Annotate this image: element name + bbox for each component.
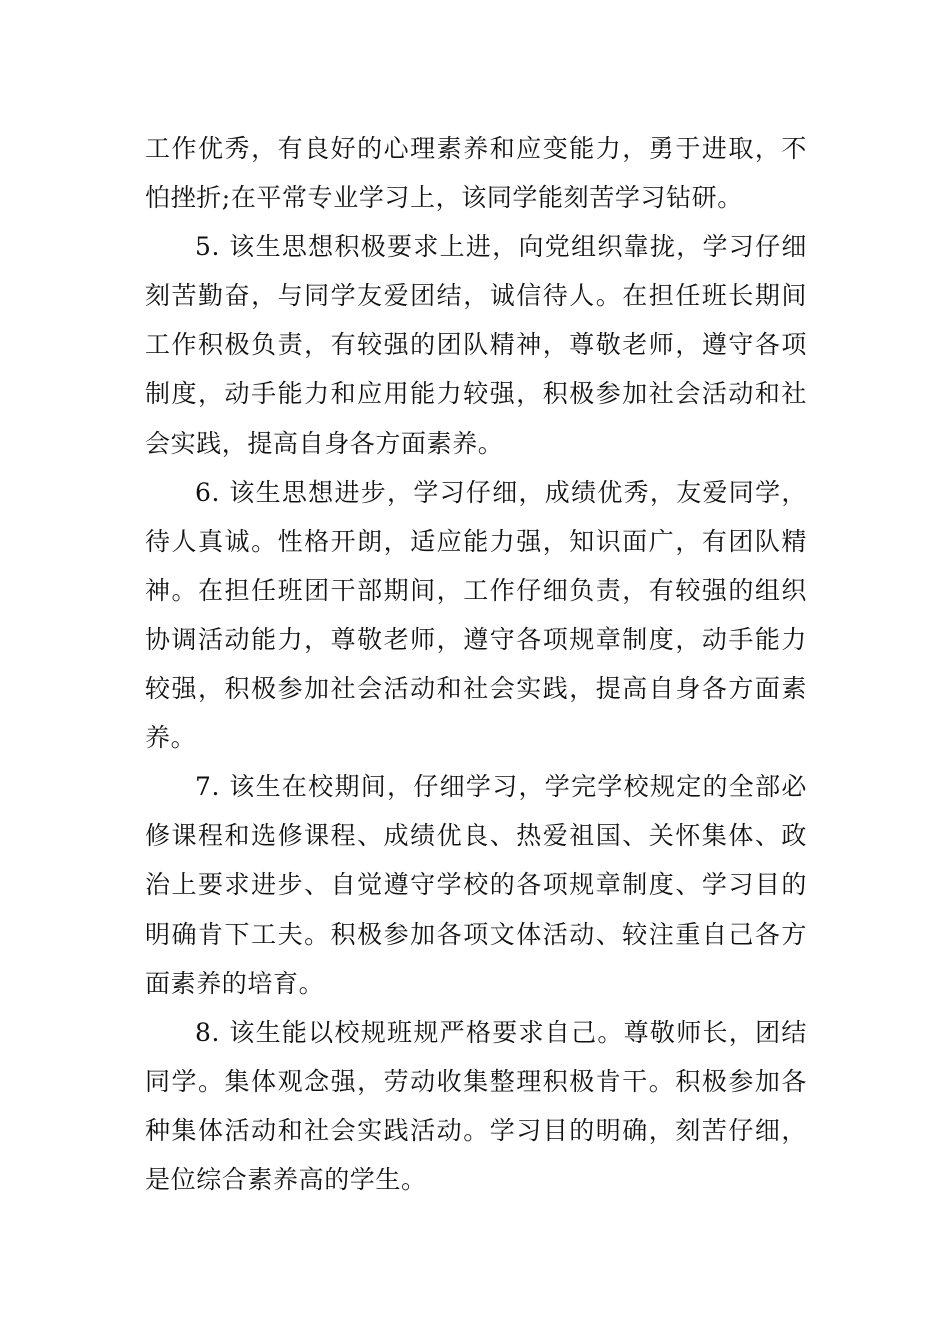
- document-body: [145, 124, 807, 1204]
- paragraph-item-8: 8. 该生能以校规班规严格要求自己。尊敬师长，团结同学。集体观念强，劳动收集整理积极肯干。积极参加各种集体活动和社会实践活动。学习目的明确，刻苦仔细，是位综合素养高的学生。: [145, 1017, 807, 1194]
- paragraph-item-7: 7. 该生在校期间，仔细学习，学完学校规定的全部必修课程和选修课程、成绩优良、热爱祖国、关怀集体、政治上要求进步、自觉遵守学校的各项规章制度、学习目的明确肯下工夫。积极参加各项文体活动、较注重自己各方面素养的培育。: [145, 772, 807, 998]
- paragraph-continuation: 工作优秀，有良好的心理素养和应变能力，勇于进取，不怕挫折;在平常专业学习上，该同学能刻苦学习钻研。: [145, 134, 807, 213]
- paragraph-item-5: 5. 该生思想积极要求上进，向党组织靠拢，学习仔细刻苦勤奋，与同学友爱团结，诚信待人。在担任班长期间工作积极负责，有较强的团队精神，尊敬老师，遵守各项制度，动手能力和应用能力较强，积极参加社会活动和社会实践，提高自身各方面素养。: [145, 232, 807, 458]
- paragraph-item-6: 6. 该生思想进步，学习仔细，成绩优秀，友爱同学，待人真诚。性格开朗，适应能力强，知识面广，有团队精神。在担任班团干部期间，工作仔细负责，有较强的组织协调活动能力，尊敬老师，遵守各项规章制度，动手能力较强，积极参加社会活动和社会实践，提高自身各方面素养。: [145, 477, 807, 753]
